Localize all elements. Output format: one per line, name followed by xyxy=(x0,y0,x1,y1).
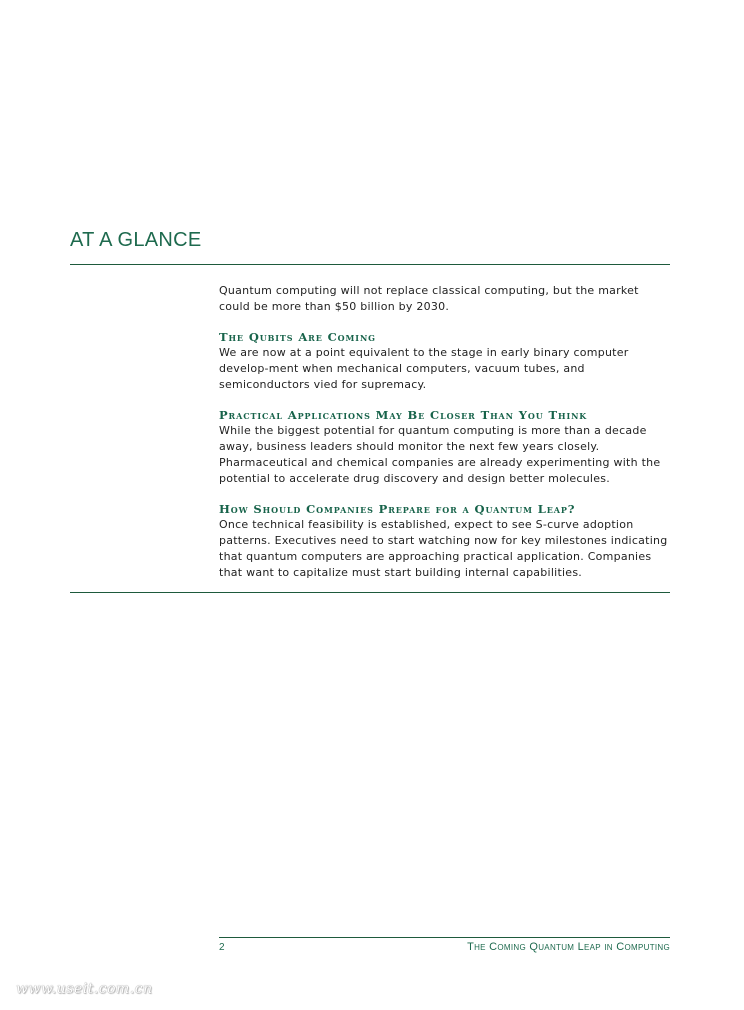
section-title: AT A GLANCE xyxy=(70,229,202,251)
block-body: While the biggest potential for quantum computing is more than a decade away, business leaders should monitor the next few years closely. Pharmaceutical and chemical companies are already experimenting with the potential to accelerate drug discovery and design better molecules. xyxy=(219,424,661,485)
block-body: Once technical feasibility is established, expect to see S-curve adoption patterns. Executives need to start watching now for key milestones indicating that quantum computers are approaching practical application. Companies that want to capitalize must start building internal capabilities. xyxy=(219,518,668,579)
section-bottom-rule xyxy=(70,592,670,593)
glance-block xyxy=(219,407,671,487)
block-heading: How Should Companies Prepare for a Quantum Leap? xyxy=(219,502,576,516)
block-heading: The Qubits Are Coming xyxy=(219,330,376,344)
section-top-rule xyxy=(70,264,670,265)
glance-block xyxy=(219,501,671,581)
glance-content xyxy=(219,283,671,581)
watermark: www.useit.com.cn xyxy=(16,981,153,997)
glance-block xyxy=(219,329,671,393)
page-number: 2 xyxy=(219,942,225,953)
block-heading: Practical Applications May Be Closer Than You Think xyxy=(219,408,588,422)
intro-paragraph: Quantum computing will not replace classical computing, but the market could be more than $50 billion by 2030. xyxy=(219,284,639,313)
running-title: The Coming Quantum Leap in Computing xyxy=(467,941,670,953)
footer-rule xyxy=(219,937,670,938)
block-body: We are now at a point equivalent to the stage in early binary computer develop-ment when mechanical computers, vacuum tubes, and semiconductors vied for supremacy. xyxy=(219,346,629,391)
